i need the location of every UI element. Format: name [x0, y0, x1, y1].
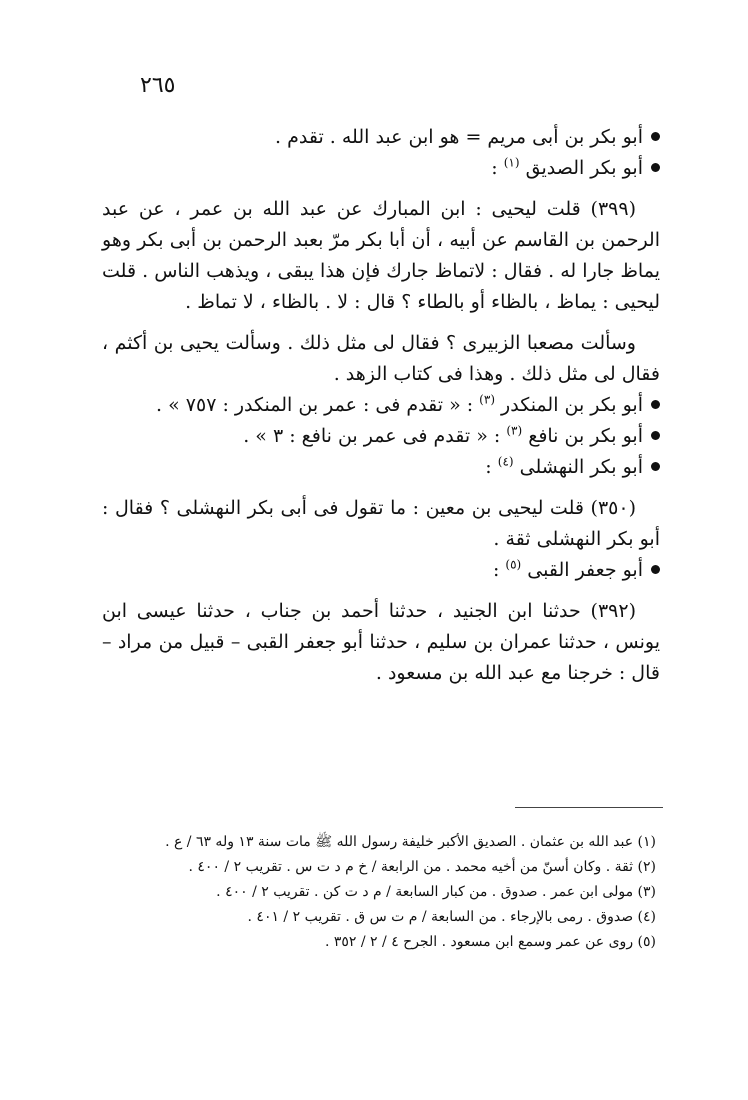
footnote-3: (٣) مولى ابن عمر . صدوق . من كبار السابعة / م د ت كن . تقريب ٢ / ٤٠٠ .: [216, 884, 656, 900]
entry-bullet: [102, 452, 660, 483]
footnotes: [96, 830, 656, 955]
bullet-icon: [651, 462, 660, 471]
footnote-1: (١) عبد الله بن عثمان . الصديق الأكبر خليفة رسول الله ﷺ مات سنة ١٣ وله ٦٣ / ع .: [165, 834, 656, 850]
entry-bullet: [102, 555, 660, 586]
bullet-icon: [651, 400, 660, 409]
paragraph-392: (٣٩٢) حدثنا ابن الجنيد ، حدثنا أحمد بن جناب ، حدثنا عيسى ابن يونس ، حدثنا عمران بن سليم ، حدثنا أبو جعفر القبى – قبيل من مراد – قال : خرجنا مع عبد الله بن مسعود .: [102, 600, 660, 684]
main-text: [102, 122, 660, 689]
entry-text-end: :: [492, 559, 506, 581]
entry-text: أبو جعفر القبى: [527, 559, 643, 581]
paragraph-continue: وسألت مصعبا الزبيرى ؟ فقال لى مثل ذلك . وسألت يحيى بن أكثم ، فقال لى مثل ذلك . وهذا فى كتاب الزهد .: [102, 332, 660, 385]
entry-text: أبو بكر بن المنكدر: [501, 394, 643, 416]
entry-text: أبو بكر الصديق: [525, 157, 643, 179]
bullet-icon: [651, 565, 660, 574]
entry-text-end: : « تقدم فى عمر بن نافع : ٣ » .: [243, 425, 507, 447]
footnote-ref: (٣): [479, 392, 495, 407]
entry-text: أبو بكر بن نافع: [528, 425, 643, 447]
entry-text-end: : « تقدم فى : عمر بن المنكدر : ٧٥٧ » .: [156, 394, 480, 416]
paragraph-350: (٣٥٠) قلت ليحيى بن معين : ما تقول فى أبى بكر النهشلى ؟ فقال : أبو بكر النهشلى ثقة .: [102, 497, 660, 550]
entry-text: أبو بكر بن أبى مريم = هو ابن عبد الله . تقدم .: [275, 126, 643, 148]
entry-bullet: [102, 390, 660, 421]
footnote-ref: (٥): [505, 557, 522, 572]
bullet-icon: [651, 431, 660, 440]
footnote-4: (٤) صدوق . رمى بالإرجاء . من السابعة / م ت س ق . تقريب ٢ / ٤٠١ .: [247, 909, 656, 925]
footnote-ref: (٣): [506, 423, 523, 438]
footnote-ref: (١): [503, 155, 520, 170]
footnote-divider: [515, 807, 663, 808]
paragraph-399: (٣٩٩) قلت ليحيى : ابن المبارك عن عبد الله بن عمر ، عن عبد الرحمن بن القاسم عن أبيه ، أن أبا بكر مرّ بعبد الرحمن بن أبى بكر وهو يماظ جارا له . فقال : لاتماظ جارك فإن هذا يبقى ، ويذهب الناس . قلت ليحيى : يماظ ، بالظاء أو بالطاء ؟ قال : لا . بالظاء ، لا تماظ .: [102, 198, 660, 313]
page-number: ٢٦٥: [140, 73, 176, 98]
footnote-5: (٥) روى عن عمر وسمع ابن مسعود . الجرح ٤ / ٢ / ٣٥٢ .: [324, 934, 656, 950]
footnote-2: (٢) ثقة . وكان أسنّ من أخيه محمد . من الرابعة / خ م د ت س . تقريب ٢ / ٤٠٠ .: [188, 859, 656, 875]
footnote-ref: (٤): [497, 454, 514, 469]
entry-bullet: [102, 122, 660, 153]
entry-text-end: :: [485, 456, 498, 478]
entry-bullet: [102, 421, 660, 452]
entry-text-end: :: [491, 157, 504, 179]
bullet-icon: [651, 132, 660, 141]
entry-text: أبو بكر النهشلى: [519, 456, 643, 478]
bullet-icon: [651, 163, 660, 172]
entry-bullet: [102, 153, 660, 184]
